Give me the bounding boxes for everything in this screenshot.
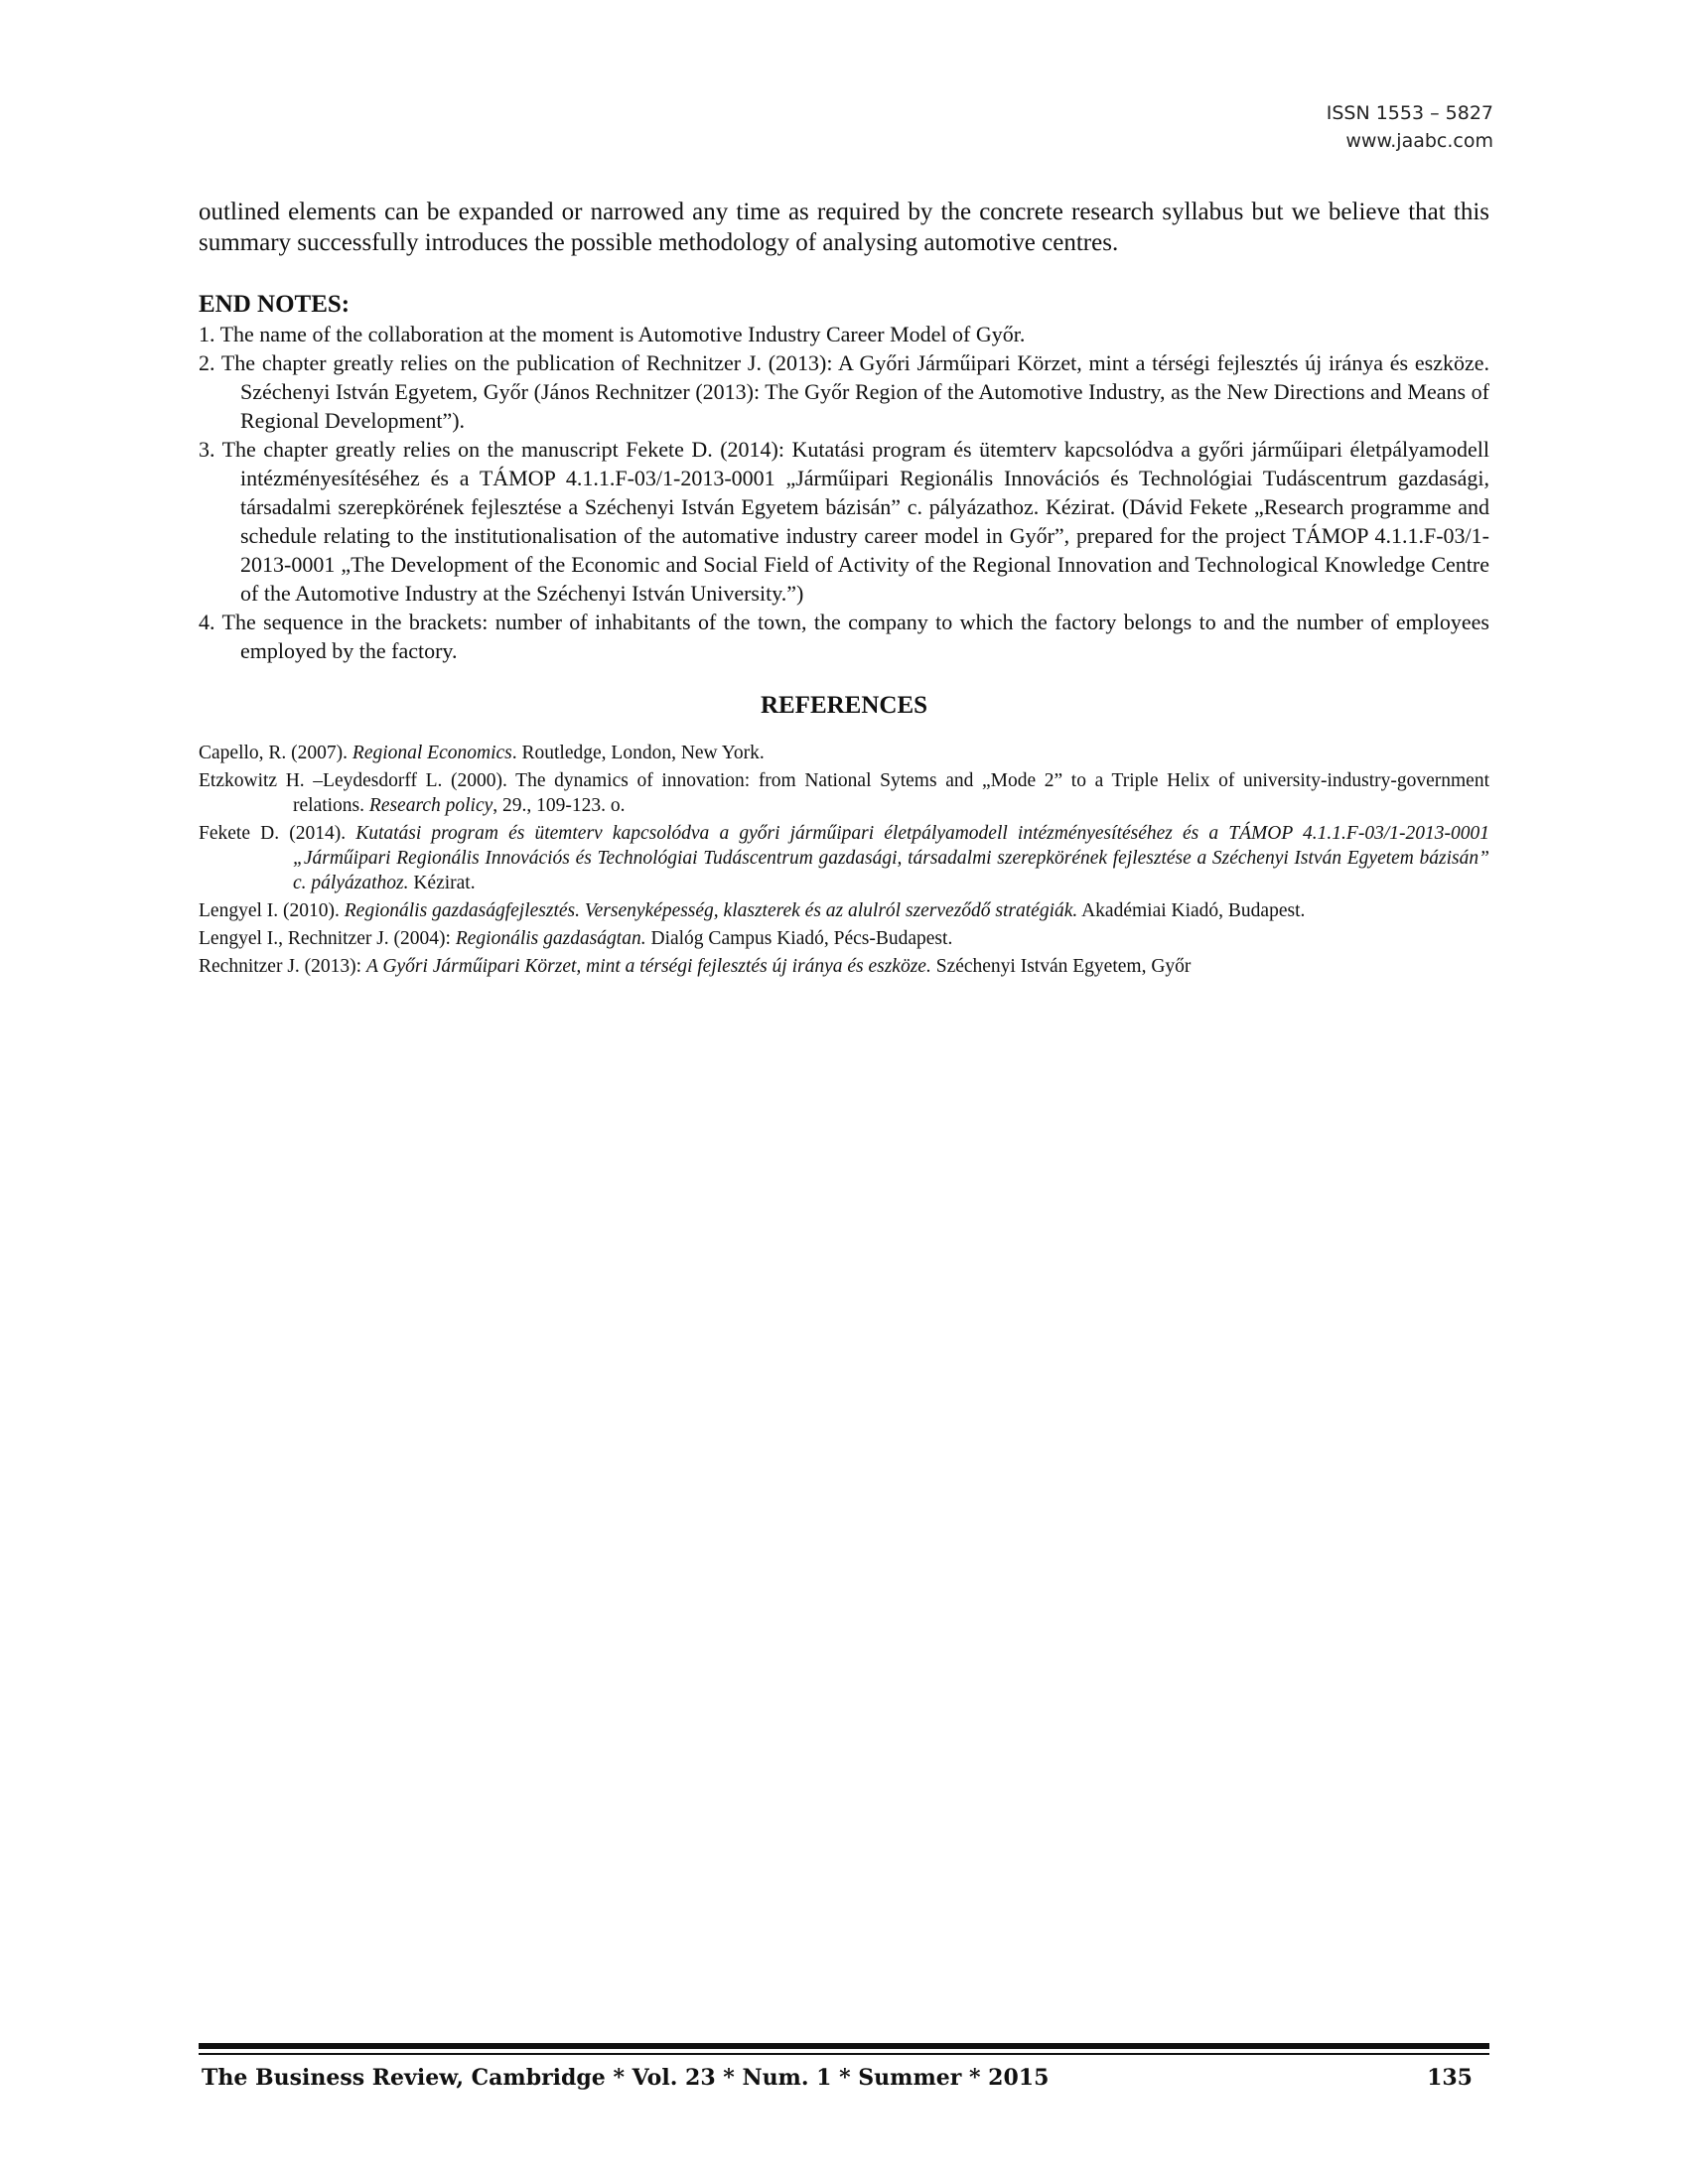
endnote-item: 4. The sequence in the brackets: number of inhabitants of the town, the company to which the factory belongs to and the number of employees employed by the factory. <box>199 610 1489 663</box>
reference-title: Regional Economics <box>352 743 512 763</box>
references-list <box>199 741 1489 979</box>
endnote-item: 1. The name of the collaboration at the moment is Automotive Industry Career Model of Győr. <box>199 322 1026 346</box>
page-header <box>1327 99 1493 155</box>
reference-text: Széchenyi István Egyetem, Győr <box>930 956 1192 977</box>
reference-title: A Győri Járműipari Körzet, mint a térségi fejlesztés új iránya és eszköze. <box>365 956 931 977</box>
reference-text: Capello, R. (2007). <box>199 743 352 763</box>
reference-item <box>199 954 1489 979</box>
reference-item <box>199 768 1489 818</box>
reference-text: Kézirat. <box>408 873 476 893</box>
reference-text: , 29., 109-123. o. <box>492 795 626 816</box>
reference-text: Dialóg Campus Kiadó, Pécs-Budapest. <box>645 928 953 949</box>
reference-title: Research policy <box>368 795 493 816</box>
reference-text: . Routledge, London, New York. <box>511 743 765 763</box>
reference-item <box>199 741 1489 765</box>
endnotes-heading: END NOTES: <box>199 291 351 318</box>
reference-text: Etzkowitz H. –Leydesdorff L. (2000). The dynamics of innovation: from National Sytems and „Mode 2” to a Triple Helix of university-industry-government relations. <box>199 770 1489 816</box>
issn: ISSN 1553 – 5827 <box>1326 102 1493 124</box>
references-heading: REFERENCES <box>760 692 928 719</box>
journal-citation: The Business Review, Cambridge * Vol. 23 * Num. 1 * Summer * 2015 <box>202 2065 1050 2091</box>
main-content <box>199 197 1489 982</box>
endnote-item: 3. The chapter greatly relies on the manuscript Fekete D. (2014): Kutatási program és ütemterv kapcsolódva a győri járműipari életpályamodell intézményesítéséhez és a TÁMOP 4.1.1.F-03/1-2013-0001 „Járműipari Regionális Innovációs és Technológiai Tudáscentrum gazdasági, társadalmi szerepkörének fejlesztése a Széchenyi István Egyetem bázisán” c. pályázathoz. Kézirat. (Dávid Fekete „Research programme and schedule relating to the institutionalisation of the automative industry career model in Győr”, prepared for the project TÁMOP 4.1.1.F-03/1-2013-0001 „The Development of the Economic and Social Field of Activity of the Regional Innovation and Technological Knowledge Centre of the Automotive Industry at the Széchenyi István University.”) <box>199 437 1489 606</box>
reference-text: Fekete D. (2014). <box>199 823 356 844</box>
intro-paragraph: outlined elements can be expanded or narrowed any time as required by the concrete research syllabus but we believe that this summary successfully introduces the possible methodology of analysing automotive centres. <box>199 199 1489 256</box>
reference-item <box>199 821 1489 895</box>
reference-title: Regionális gazdaságfejlesztés. Versenyképesség, klaszterek és az alulról szerveződő stratégiák. <box>344 900 1078 921</box>
reference-title: Regionális gazdaságtan. <box>455 928 646 949</box>
journal-website: www.jaabc.com <box>1345 130 1493 152</box>
endnote-item: 2. The chapter greatly relies on the publication of Rechnitzer J. (2013): A Győri Járműipari Körzet, mint a térségi fejlesztés új iránya és eszköze. Széchenyi István Egyetem, Győr (János Rechnitzer (2013): The Győr Region of the Automotive Industry, as the New Directions and Means of Regional Development”). <box>199 350 1489 433</box>
footer-divider <box>199 2053 1489 2055</box>
footer-divider <box>199 2043 1489 2049</box>
reference-item <box>199 926 1489 951</box>
reference-text: Lengyel I., Rechnitzer J. (2004): <box>199 928 456 949</box>
reference-title: Kutatási program és ütemterv kapcsolódva a győri járműipari életpályamodell intézményesítéséhez és a TÁMOP 4.1.1.F-03/1-2013-0001 „Járműipari Regionális Innovációs és Technológiai Tudáscentrum gazdasági, társadalmi szerepkörének fejlesztése a Széchenyi István Egyetem bázisán” c. pályázathoz. <box>293 823 1489 893</box>
page-number: 135 <box>1427 2065 1473 2091</box>
endnotes-list <box>199 320 1489 665</box>
reference-text: Akadémiai Kiadó, Budapest. <box>1077 900 1306 921</box>
reference-text: Lengyel I. (2010). <box>199 900 345 921</box>
reference-text: Rechnitzer J. (2013): <box>199 956 366 977</box>
reference-item <box>199 898 1489 923</box>
